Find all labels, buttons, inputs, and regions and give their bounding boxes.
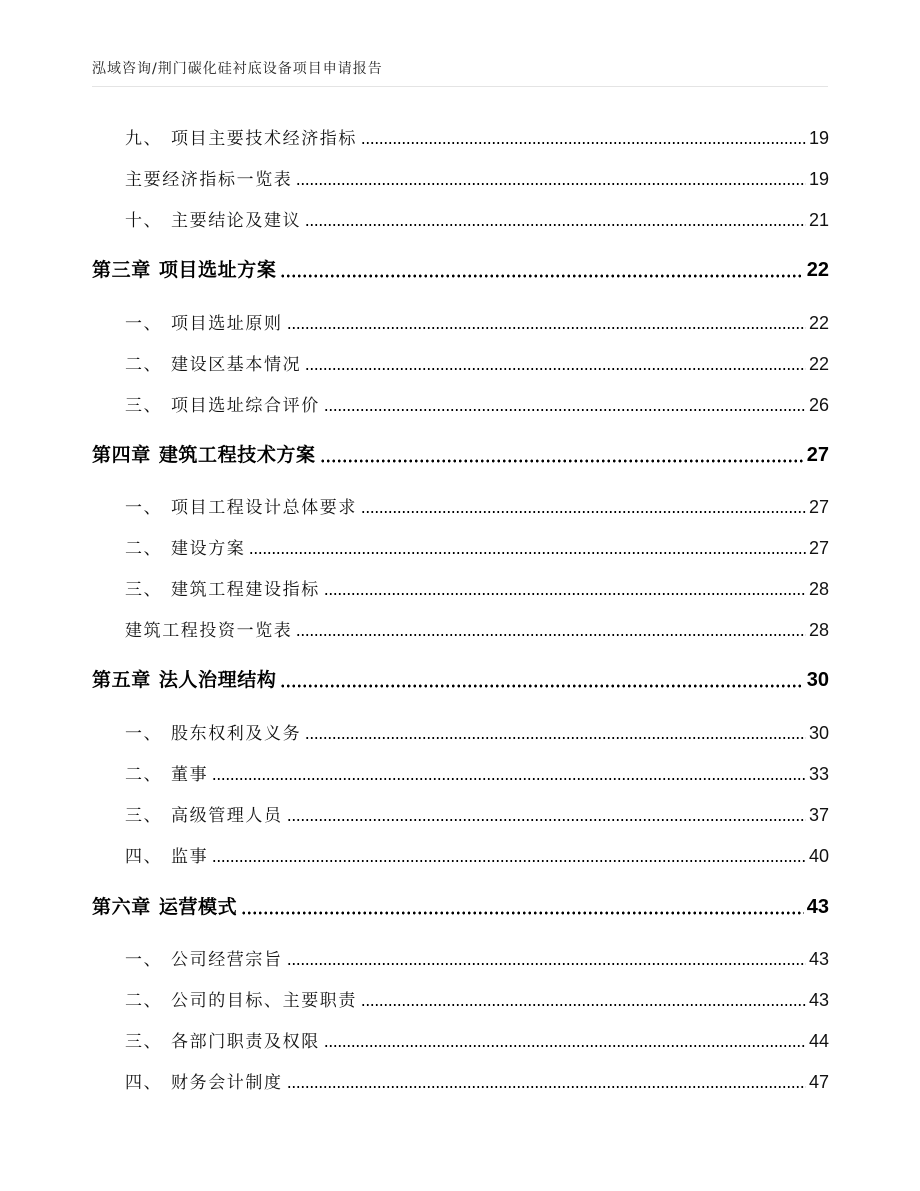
toc-entry-title: 项目工程设计总体要求 [171, 498, 357, 518]
toc-entry-page: 19 [808, 169, 829, 189]
toc-entry[interactable] [125, 616, 829, 641]
dot-leader [305, 223, 806, 227]
toc-chapter-page: 43 [806, 896, 829, 918]
toc-entry-title: 公司经营宗旨 [171, 950, 283, 970]
toc-entry[interactable] [125, 575, 829, 600]
toc-chapter-page: 30 [806, 669, 829, 691]
toc-entry-title: 建筑工程建设指标 [171, 580, 320, 600]
dot-leader [287, 962, 806, 966]
toc-entry-page: 40 [808, 846, 829, 866]
toc-entry[interactable] [125, 1068, 829, 1093]
toc-entry-number: 三、 [125, 580, 163, 600]
toc-entry-number: 四、 [125, 847, 163, 867]
toc-entry[interactable] [125, 719, 829, 744]
dot-leader [296, 182, 806, 186]
dot-leader [287, 818, 806, 822]
toc-entry-number: 二、 [125, 539, 163, 559]
toc-entry-title: 高级管理人员 [171, 806, 283, 826]
dot-leader [212, 777, 806, 781]
toc-entry-page: 21 [808, 210, 829, 230]
toc-entry[interactable] [125, 842, 829, 867]
toc-entry[interactable] [125, 534, 829, 559]
toc-entry[interactable] [125, 1027, 829, 1052]
toc-entry-page: 27 [808, 538, 829, 558]
toc-entry-number: 三、 [125, 806, 163, 826]
dot-leader [212, 859, 806, 863]
dot-leader [361, 510, 806, 514]
toc-entry-number: 一、 [125, 498, 163, 518]
toc-entry-title: 主要经济指标一览表 [125, 170, 293, 190]
toc-entry[interactable] [125, 206, 829, 231]
dot-leader [249, 551, 806, 555]
dot-leader [296, 633, 806, 637]
dot-leader [305, 736, 806, 740]
dot-leader [320, 459, 804, 463]
toc-entry-title: 项目选址原则 [171, 314, 283, 334]
toc-chapter-page: 22 [806, 259, 829, 281]
toc-entry-number: 二、 [125, 765, 163, 785]
toc-entry-number: 九、 [125, 129, 163, 149]
toc-entry-number: 三、 [125, 1032, 163, 1052]
toc-chapter-number: 第三章 [92, 259, 151, 281]
toc-entry-number: 一、 [125, 724, 163, 744]
toc-chapter-title: 运营模式 [158, 896, 238, 918]
toc-entry-title: 建设区基本情况 [171, 355, 302, 375]
toc-entry[interactable] [125, 986, 829, 1011]
dot-leader [241, 911, 804, 915]
toc-entry-page: 27 [808, 497, 829, 517]
dot-leader [287, 326, 806, 330]
toc-chapter-page: 27 [806, 444, 829, 466]
toc-entry-title: 财务会计制度 [171, 1073, 283, 1093]
toc-entry-page: 33 [808, 764, 829, 784]
toc-entry-page: 28 [808, 620, 829, 640]
toc-entry-page: 22 [808, 313, 829, 333]
toc-entry-page: 37 [808, 805, 829, 825]
dot-leader [324, 408, 806, 412]
toc-entry[interactable] [125, 350, 829, 375]
toc-chapter-number: 第四章 [92, 444, 151, 466]
toc-chapter-title: 法人治理结构 [158, 669, 277, 691]
toc-entry[interactable] [125, 124, 829, 149]
toc-entry-number: 十、 [125, 211, 163, 231]
dot-leader [324, 1044, 806, 1048]
toc-entry-title: 公司的目标、主要职责 [171, 991, 357, 1011]
dot-leader [287, 1085, 806, 1089]
toc-chapter[interactable] [92, 665, 829, 692]
dot-leader [324, 592, 806, 596]
toc-entry-title: 董事 [171, 765, 209, 785]
toc-entry[interactable] [125, 493, 829, 518]
toc-entry-title: 建筑工程投资一览表 [125, 621, 293, 641]
toc-entry[interactable] [125, 309, 829, 334]
toc-entry[interactable] [125, 945, 829, 970]
toc-entry-title: 各部门职责及权限 [171, 1032, 320, 1052]
dot-leader [361, 141, 806, 145]
toc-entry-page: 43 [808, 990, 829, 1010]
toc-entry-title: 股东权利及义务 [171, 724, 302, 744]
toc-entry-number: 一、 [125, 950, 163, 970]
toc-entry-number: 一、 [125, 314, 163, 334]
dot-leader [280, 274, 803, 278]
toc-entry-title: 项目选址综合评价 [171, 396, 320, 416]
toc-entry-page: 47 [808, 1072, 829, 1092]
toc-entry-page: 30 [808, 723, 829, 743]
toc-entry-number: 二、 [125, 355, 163, 375]
toc-entry-page: 26 [808, 395, 829, 415]
toc-chapter-number: 第五章 [92, 669, 151, 691]
running-header: 泓域咨询/荆门碳化硅衬底设备项目申请报告 [92, 61, 383, 77]
toc-entry-page: 43 [808, 949, 829, 969]
toc-entry-title: 主要结论及建议 [171, 211, 302, 231]
toc-entry-title: 建设方案 [171, 539, 246, 559]
toc-entry-title: 项目主要技术经济指标 [171, 129, 357, 149]
toc-chapter-title: 建筑工程技术方案 [158, 444, 316, 466]
toc-chapter-number: 第六章 [92, 896, 151, 918]
toc-entry-title: 监事 [171, 847, 209, 867]
dot-leader [305, 367, 806, 371]
toc-entry[interactable] [125, 165, 829, 190]
toc-chapter[interactable] [92, 440, 829, 467]
toc-entry-page: 22 [808, 354, 829, 374]
toc-entry-page: 28 [808, 579, 829, 599]
toc-chapter[interactable] [92, 892, 829, 919]
toc-entry-number: 四、 [125, 1073, 163, 1093]
header-divider [92, 86, 828, 87]
toc-entry[interactable] [125, 391, 829, 416]
toc-entry[interactable] [125, 760, 829, 785]
toc-chapter-title: 项目选址方案 [158, 259, 277, 281]
toc-entry-page: 44 [808, 1031, 829, 1051]
toc-entry[interactable] [125, 801, 829, 826]
toc-chapter[interactable] [92, 255, 829, 282]
toc-entry-number: 三、 [125, 396, 163, 416]
dot-leader [280, 684, 803, 688]
dot-leader [361, 1003, 806, 1007]
toc-entry-number: 二、 [125, 991, 163, 1011]
toc-entry-page: 19 [808, 128, 829, 148]
